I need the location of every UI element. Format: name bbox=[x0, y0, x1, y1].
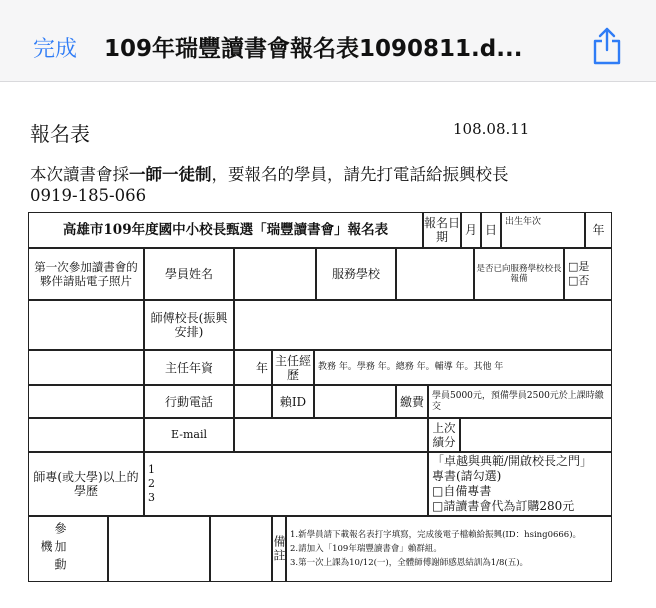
motivation-field[interactable] bbox=[108, 516, 210, 582]
book-option-self[interactable]: □自備專書 bbox=[432, 484, 492, 498]
document-date: 108.08.11 bbox=[453, 120, 530, 138]
fee-detail: 學員5000元，預備學員2500元於上課時繳交 bbox=[428, 385, 612, 418]
app-toolbar bbox=[0, 0, 656, 82]
education-list[interactable] bbox=[144, 452, 428, 516]
mentor-label: 師傅校長(振興安排) bbox=[144, 300, 234, 350]
student-name-label: 學員姓名 bbox=[144, 248, 234, 300]
blank-cell bbox=[28, 350, 144, 385]
share-icon[interactable] bbox=[590, 26, 624, 66]
director-exp-detail[interactable]: 教務 年。學務 年。總務 年。輔導 年。其他 年 bbox=[314, 350, 612, 385]
month-label: 月 bbox=[461, 212, 481, 248]
line-id-field[interactable] bbox=[314, 385, 396, 418]
mobile-field[interactable] bbox=[234, 385, 272, 418]
education-label: 師專(或大學)以上的學歷 bbox=[28, 452, 144, 516]
notice-pre: 本次讀書會採 bbox=[30, 165, 129, 184]
fee-label: 繳費 bbox=[396, 385, 428, 418]
notice-bold: 一師一徒制 bbox=[129, 165, 212, 184]
notice-text bbox=[30, 164, 630, 206]
form-title: 高雄市109年度國中小校長甄選「瑞豐讀書會」報名表 bbox=[28, 212, 423, 248]
last-score-label: 上次績分 bbox=[428, 418, 460, 452]
document-title: 109年瑞豐讀書會報名表1090811.d... bbox=[104, 36, 523, 62]
day-label: 日 bbox=[481, 212, 501, 248]
book-section bbox=[428, 452, 612, 516]
remark-note-1: 1.新學員請下載報名表打字填寫，完成後電子檔賴給振興(ID：hsing0666)。 bbox=[290, 530, 582, 540]
remark-note-3: 3.第一次上課為10/12(一)，全體師傅謝師感恩結訓為1/8(五)。 bbox=[290, 558, 529, 568]
notice-phone: 0919-185-066 bbox=[30, 186, 147, 205]
motivation-label bbox=[28, 516, 108, 582]
last-score-field[interactable] bbox=[460, 418, 612, 452]
photo-area[interactable] bbox=[28, 300, 144, 350]
book-option-order[interactable]: □請讀書會代為訂購280元 bbox=[432, 499, 575, 513]
school-label: 服務學校 bbox=[316, 248, 396, 300]
director-exp-label: 主任經歷 bbox=[272, 350, 314, 385]
motivation-field-2[interactable] bbox=[210, 516, 272, 582]
report-no-checkbox[interactable]: □否 bbox=[568, 274, 590, 287]
student-name-field[interactable] bbox=[234, 248, 316, 300]
report-yes-checkbox[interactable]: □是 bbox=[568, 260, 590, 273]
registration-form bbox=[28, 212, 612, 582]
page-heading: 報名表 bbox=[30, 122, 90, 146]
remark-label-text: 備註 bbox=[272, 535, 286, 563]
remark-note-2: 2.請加入「109年瑞豐讀書會」賴群組。 bbox=[290, 544, 442, 554]
blank-cell-2 bbox=[28, 385, 144, 418]
director-years-field[interactable]: 年 bbox=[234, 350, 272, 385]
email-field[interactable] bbox=[234, 418, 428, 452]
birth-year-unit: 年 bbox=[585, 212, 612, 248]
book-title: 「卓越與典範/開啟校長之門」 bbox=[432, 454, 593, 468]
remark-label bbox=[272, 516, 286, 582]
birth-year-label: 出生年次 bbox=[501, 212, 585, 248]
line-id-label: 賴ID bbox=[272, 385, 314, 418]
motivation-label-text: 參加動機 bbox=[39, 522, 67, 576]
photo-cell[interactable]: 第一次參加讀書會的夥伴請貼電子照片 bbox=[28, 248, 144, 300]
reg-date-label: 報名日期 bbox=[423, 212, 461, 248]
notice-post: ，要報名的學員，請先打電話給振興校長 bbox=[211, 165, 509, 184]
education-1: 1 bbox=[148, 463, 155, 476]
blank-cell-3 bbox=[28, 418, 144, 452]
mentor-field[interactable] bbox=[234, 300, 612, 350]
mobile-label: 行動電話 bbox=[144, 385, 234, 418]
education-2: 2 bbox=[148, 477, 155, 490]
remark-notes bbox=[286, 516, 612, 582]
director-years-label: 主任年資 bbox=[144, 350, 234, 385]
report-question: 是否已向服務學校校長報備 bbox=[474, 248, 564, 300]
school-field[interactable] bbox=[396, 248, 474, 300]
done-button[interactable]: 完成 bbox=[33, 37, 78, 62]
education-3: 3 bbox=[148, 491, 155, 504]
book-hint: 專書(請勾選) bbox=[432, 469, 502, 483]
email-label: E-mail bbox=[144, 418, 234, 452]
document-page bbox=[0, 82, 656, 608]
report-options bbox=[564, 248, 612, 300]
